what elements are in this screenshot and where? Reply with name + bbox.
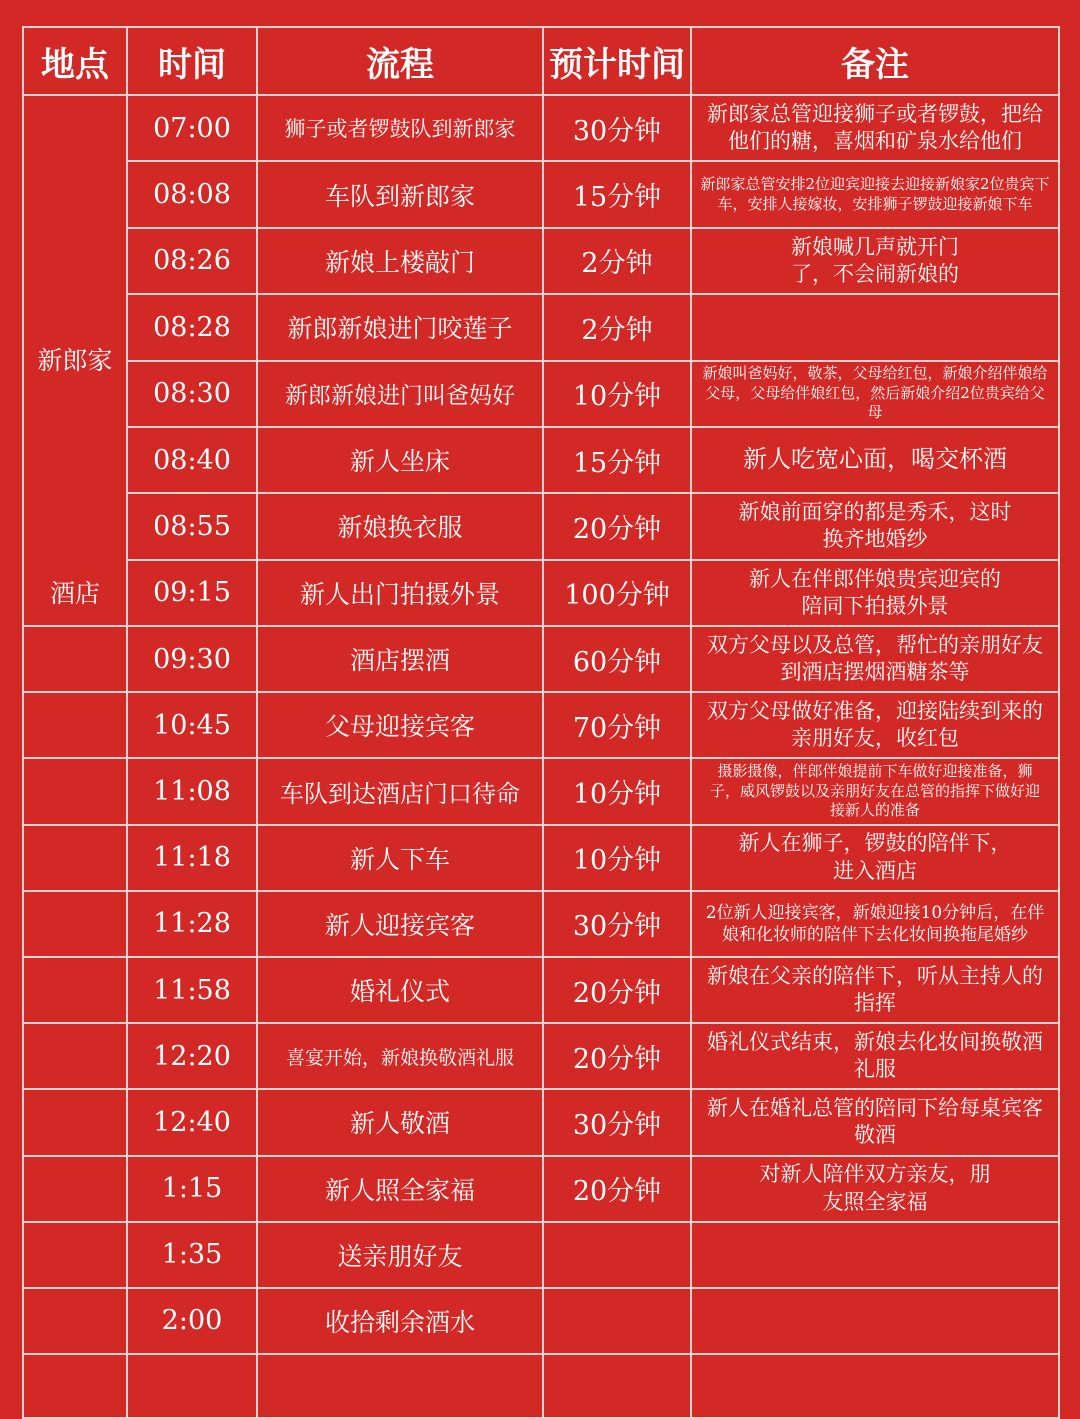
time-cell: 08:40 [127, 427, 257, 493]
flow-cell: 新娘上楼敲门 [257, 228, 543, 294]
time-cell: 08:26 [127, 228, 257, 294]
duration-cell: 15分钟 [543, 161, 691, 227]
place-label-hotel: 酒店 [49, 579, 100, 608]
time-cell: 12:40 [127, 1089, 257, 1155]
time-cell: 08:08 [127, 161, 257, 227]
time-cell: 2:00 [127, 1288, 257, 1354]
flow-cell: 新娘换衣服 [257, 493, 543, 559]
header-flow: 流程 [257, 27, 543, 95]
table-row [23, 692, 1059, 758]
empty-cell [23, 1354, 127, 1418]
time-cell: 09:15 [127, 560, 257, 626]
note-cell [691, 1288, 1059, 1354]
table-row [23, 1288, 1059, 1354]
note-cell: 新人在狮子，锣鼓的陪伴下，进入酒店 [691, 825, 1059, 891]
place-cell [23, 758, 127, 824]
note-cell: 摄影摄像，伴郎伴娘提前下车做好迎接准备，狮子，威风锣鼓以及亲朋好友在总管的指挥下做好迎接新人的准备 [691, 758, 1059, 824]
note-cell [691, 1222, 1059, 1288]
table-row [23, 758, 1059, 824]
duration-cell: 70分钟 [543, 692, 691, 758]
place-cell [23, 1089, 127, 1155]
note-cell [691, 294, 1059, 360]
duration-cell: 100分钟 [543, 560, 691, 626]
time-cell: 08:28 [127, 294, 257, 360]
note-cell: 新娘叫爸妈好，敬茶，父母给红包，新娘介绍伴娘给父母，父母给伴娘红包，然后新娘介绍2位贵宾给父母 [691, 361, 1059, 427]
table-row [23, 891, 1059, 957]
time-cell: 1:35 [127, 1222, 257, 1288]
place-cell [23, 891, 127, 957]
place-cell [23, 825, 127, 891]
table-row [23, 825, 1059, 891]
duration-cell [543, 1288, 691, 1354]
note-cell: 2位新人迎接宾客，新娘迎接10分钟后，在伴娘和化妆师的陪伴下去化妆间换拖尾婚纱 [691, 891, 1059, 957]
time-cell: 08:55 [127, 493, 257, 559]
time-cell: 1:15 [127, 1156, 257, 1222]
header-row [23, 27, 1059, 95]
table-row [23, 427, 1059, 493]
flow-cell: 新人下车 [257, 825, 543, 891]
flow-cell: 喜宴开始，新娘换敬酒礼服 [257, 1023, 543, 1089]
place-cell [23, 957, 127, 1023]
note-cell: 新郎家总管迎接狮子或者锣鼓，把给他们的糖，喜烟和矿泉水给他们 [691, 95, 1059, 161]
note-cell: 新娘喊几声就开门了，不会闹新娘的 [691, 228, 1059, 294]
table-row [23, 957, 1059, 1023]
time-cell: 08:30 [127, 361, 257, 427]
table-row [23, 1222, 1059, 1288]
flow-cell: 父母迎接宾客 [257, 692, 543, 758]
note-cell: 婚礼仪式结束，新娘去化妆间换敬酒礼服 [691, 1023, 1059, 1089]
note-cell: 对新人陪伴双方亲友，朋友照全家福 [691, 1156, 1059, 1222]
schedule-table [22, 26, 1060, 1419]
duration-cell: 10分钟 [543, 825, 691, 891]
table-row [23, 1023, 1059, 1089]
header-note: 备注 [691, 27, 1059, 95]
note-cell: 双方父母做好准备，迎接陆续到来的亲朋好友，收红包 [691, 692, 1059, 758]
table-row [23, 1089, 1059, 1155]
time-cell: 11:28 [127, 891, 257, 957]
duration-cell: 2分钟 [543, 228, 691, 294]
duration-cell: 30分钟 [543, 95, 691, 161]
note-cell: 新人在伴郎伴娘贵宾迎宾的陪同下拍摄外景 [691, 560, 1059, 626]
place-cell [23, 1156, 127, 1222]
time-cell: 09:30 [127, 626, 257, 692]
table-row-empty [23, 1354, 1059, 1418]
note-cell: 新人在婚礼总管的陪同下给每桌宾客敬酒 [691, 1089, 1059, 1155]
duration-cell: 10分钟 [543, 361, 691, 427]
table-row [23, 626, 1059, 692]
duration-cell: 60分钟 [543, 626, 691, 692]
empty-cell [127, 1354, 257, 1418]
table-row [23, 361, 1059, 427]
header-time: 时间 [127, 27, 257, 95]
place-label-groom: 新郎家 [37, 346, 113, 375]
table-row [23, 161, 1059, 227]
table-row [23, 294, 1059, 360]
table-row [23, 228, 1059, 294]
flow-cell: 车队到新郎家 [257, 161, 543, 227]
flow-cell: 婚礼仪式 [257, 957, 543, 1023]
time-cell: 11:08 [127, 758, 257, 824]
duration-cell: 2分钟 [543, 294, 691, 360]
flow-cell: 新人出门拍摄外景 [257, 560, 543, 626]
flow-cell: 车队到达酒店门口待命 [257, 758, 543, 824]
place-cell [23, 692, 127, 758]
duration-cell: 20分钟 [543, 493, 691, 559]
table-row [23, 560, 1059, 626]
empty-cell [257, 1354, 543, 1418]
table-row [23, 95, 1059, 161]
flow-cell: 新郎新娘进门咬莲子 [257, 294, 543, 360]
flow-cell: 酒店摆酒 [257, 626, 543, 692]
duration-cell: 10分钟 [543, 758, 691, 824]
place-cell [23, 1023, 127, 1089]
empty-cell [691, 1354, 1059, 1418]
time-cell: 07:00 [127, 95, 257, 161]
flow-cell: 新人坐床 [257, 427, 543, 493]
flow-cell: 送亲朋好友 [257, 1222, 543, 1288]
duration-cell: 15分钟 [543, 427, 691, 493]
time-cell: 11:58 [127, 957, 257, 1023]
place-cell [23, 626, 127, 692]
table-row [23, 1156, 1059, 1222]
note-cell: 新娘在父亲的陪伴下，听从主持人的指挥 [691, 957, 1059, 1023]
flow-cell: 新人敬酒 [257, 1089, 543, 1155]
note-cell: 双方父母以及总管，帮忙的亲朋好友到酒店摆烟酒糖茶等 [691, 626, 1059, 692]
duration-cell: 30分钟 [543, 1089, 691, 1155]
table-row [23, 493, 1059, 559]
header-duration: 预计时间 [543, 27, 691, 95]
place-cell [23, 1288, 127, 1354]
flow-cell: 新郎新娘进门叫爸妈好 [257, 361, 543, 427]
place-cell-groom-home [23, 95, 127, 626]
duration-cell: 30分钟 [543, 891, 691, 957]
header-place: 地点 [23, 27, 127, 95]
duration-cell [543, 1222, 691, 1288]
time-cell: 11:18 [127, 825, 257, 891]
duration-cell: 20分钟 [543, 1156, 691, 1222]
flow-cell: 收拾剩余酒水 [257, 1288, 543, 1354]
time-cell: 12:20 [127, 1023, 257, 1089]
empty-cell [543, 1354, 691, 1418]
time-cell: 10:45 [127, 692, 257, 758]
duration-cell: 20分钟 [543, 1023, 691, 1089]
note-cell: 新娘前面穿的都是秀禾，这时换齐地婚纱 [691, 493, 1059, 559]
flow-cell: 新人照全家福 [257, 1156, 543, 1222]
note-cell: 新人吃宽心面，喝交杯酒 [691, 427, 1059, 493]
flow-cell: 新人迎接宾客 [257, 891, 543, 957]
duration-cell: 20分钟 [543, 957, 691, 1023]
place-cell [23, 1222, 127, 1288]
note-cell: 新郎家总管安排2位迎宾迎接去迎接新娘家2位贵宾下车，安排人接嫁妆，安排狮子锣鼓迎接新娘下车 [691, 161, 1059, 227]
flow-cell: 狮子或者锣鼓队到新郎家 [257, 95, 543, 161]
